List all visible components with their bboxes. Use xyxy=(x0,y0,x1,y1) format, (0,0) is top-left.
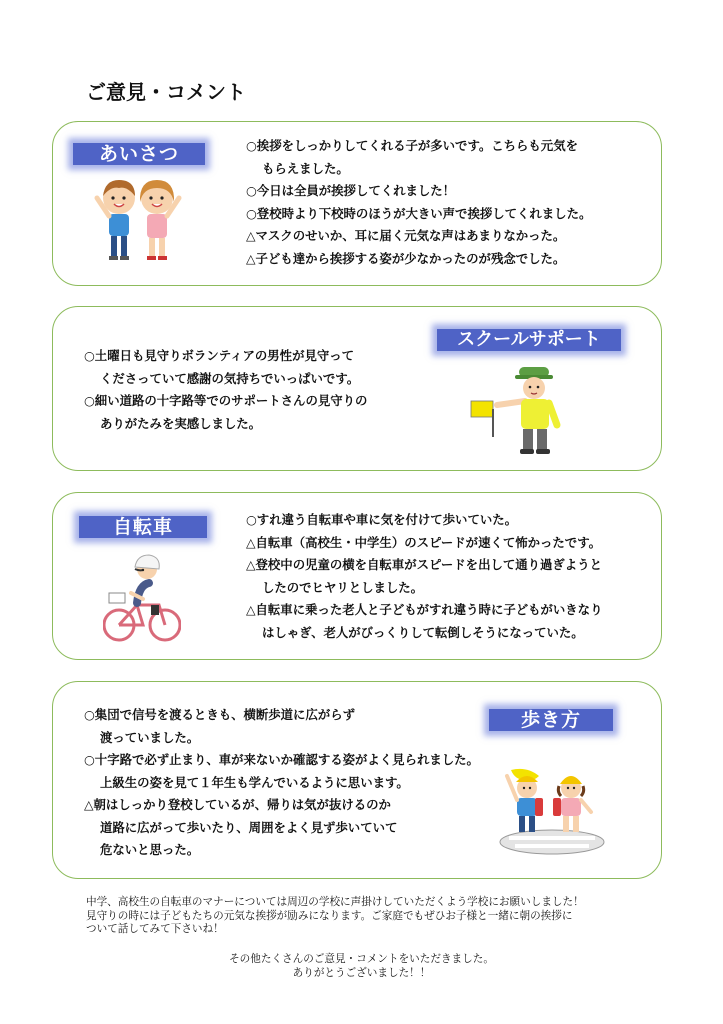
comment-line: ○挨拶をしっかりしてくれる子が多いです。こちらも元気を xyxy=(246,138,578,153)
crossing-guard-illustration xyxy=(467,361,577,461)
comment-line: ○十字路で必ず止まり、車が来ないか確認する姿がよく見られました。 xyxy=(84,752,479,767)
comment-line: △自転車に乗った老人と子どもがすれ違う時に子どもがいきなり xyxy=(246,602,603,617)
comment-line: はしゃぎ、老人がびっくりして転倒しそうになっていた。 xyxy=(262,624,584,640)
footer-line: 見守りの時には子どもたちの元気な挨拶が励みになります。ご家庭でもぜひお子様と一緒に朝の挨拶に xyxy=(86,909,573,922)
walking-section xyxy=(52,681,662,879)
footer-line: ついて話してみて下さいね！ xyxy=(86,923,224,935)
comment-line: ○登校時より下校時のほうが大きい声で挨拶してくれました。 xyxy=(246,205,592,221)
comment-line: △朝はしっかり登校しているが、帰りは気が抜けるのか xyxy=(84,797,391,812)
thanks-message xyxy=(0,953,723,980)
walking-kids-illustration xyxy=(497,768,607,858)
thanks-line: ありがとうございました！！ xyxy=(292,966,431,979)
school-support-comment-list xyxy=(84,345,367,435)
page-title: ご意見・コメント xyxy=(86,80,246,104)
greeting-comment-list xyxy=(246,135,591,270)
comment-line: ○集団で信号を渡るときも、横断歩道に広がらず xyxy=(84,707,356,722)
school-support-section xyxy=(52,306,662,471)
comment-line: ありがたみを実感しました。 xyxy=(100,415,262,431)
greeting-badge: あいさつ xyxy=(73,143,205,165)
comment-line: ○土曜日も見守りボランティアの男性が見守って xyxy=(84,348,355,363)
greeting-kids-illustration xyxy=(91,176,187,264)
comment-line: 渡っていました。 xyxy=(100,729,200,745)
walking-badge: 歩き方 xyxy=(489,709,613,731)
comment-line: △子ども達から挨拶する姿が少なかったのが残念でした。 xyxy=(246,250,566,266)
school-support-badge: スクールサポート xyxy=(437,329,621,351)
comment-line: 上級生の姿を見て１年生も学んでいるように思います。 xyxy=(100,774,409,790)
comment-line: △登校中の児童の横を自転車がスピードを出して通り過ぎようと xyxy=(246,557,602,572)
greeting-section xyxy=(52,121,662,286)
comment-line: 道路に広がって歩いたり、周囲をよく見ず歩いていて xyxy=(100,819,398,835)
comment-line: ○すれ違う自転車や車に気を付けて歩いていた。 xyxy=(246,512,518,527)
comment-line: △マスクのせいか、耳に届く元気な声はあまりなかった。 xyxy=(246,228,566,243)
comment-line: もらえました。 xyxy=(262,160,349,176)
comment-line: △自転車（高校生・中学生）のスピードが速くて怖かったです。 xyxy=(246,534,601,550)
comment-line: ○細い道路の十字路等でのサポートさんの見守りの xyxy=(84,393,368,408)
walking-comment-list xyxy=(84,704,479,862)
footer-message xyxy=(86,896,584,937)
comment-line: くださっていて感謝の気持ちでいっぱいです。 xyxy=(100,370,360,386)
comment-line: したのでヒヤリとしました。 xyxy=(262,579,424,595)
comment-line: 危ないと思った。 xyxy=(100,842,200,857)
comment-line: ○今日は全員が挨拶してくれました！ xyxy=(246,183,456,198)
bicycle-comment-list xyxy=(246,509,602,644)
thanks-line: その他たくさんのご意見・コメントをいただきました。 xyxy=(229,953,494,965)
bicycle-section xyxy=(52,492,662,660)
footer-line: 中学、高校生の自転車のマナーについては周辺の学校に声掛けしていただくよう学校にお願いしました！ xyxy=(86,896,584,908)
cyclist-child-illustration xyxy=(103,553,181,645)
bicycle-badge: 自転車 xyxy=(79,516,207,538)
